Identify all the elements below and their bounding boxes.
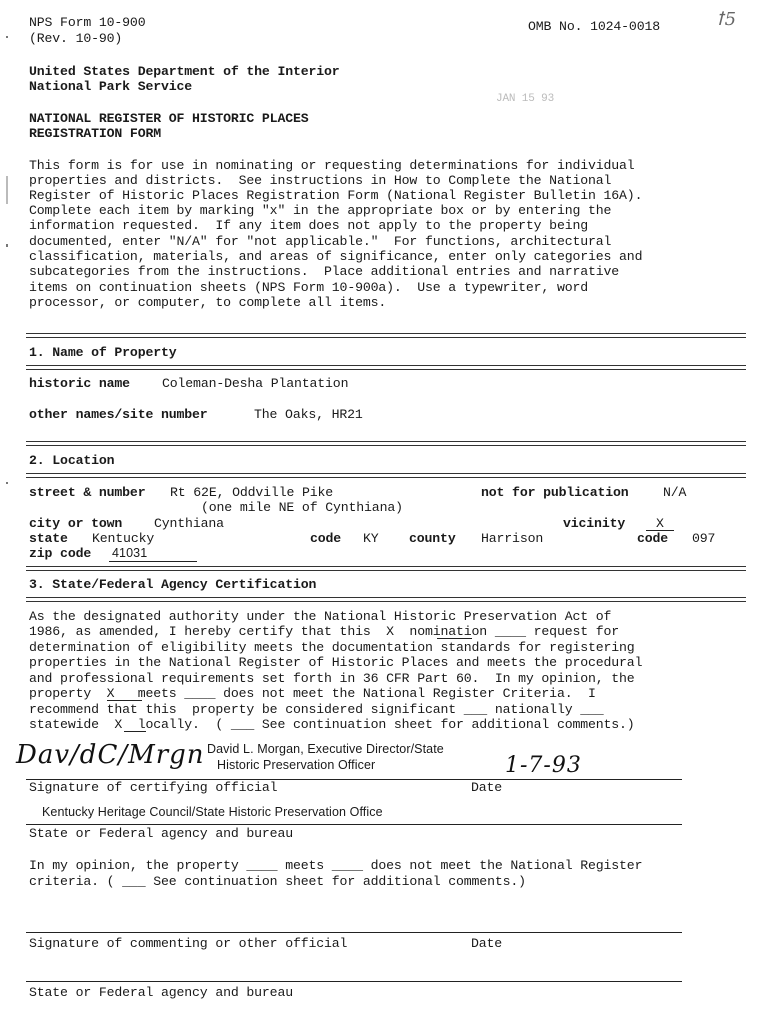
corner-handwritten-mark: ꝉ5 [716, 9, 738, 30]
instruction-line: information requested. If any item does not apply to the property being [29, 218, 588, 233]
street-label: street & number [29, 485, 146, 500]
street-value: Rt 62E, Oddville Pike [170, 485, 334, 500]
margin-mark [6, 176, 8, 204]
instruction-line: Complete each item by marking "x" in the appropriate box or by entering the [29, 203, 612, 218]
opinion-line: In my opinion, the property ____ meets ____ does not meet the National Register [29, 858, 643, 873]
agency-line-2 [26, 981, 682, 982]
certification-line: determination of eligibility meets the documentation standards for registering [29, 640, 635, 655]
instruction-line: items on continuation sheets (NPS Form 10-900a). Use a typewriter, word [29, 280, 588, 295]
section-divider [26, 365, 746, 370]
zip-label: zip code [29, 546, 92, 561]
historic-name-label: historic name [29, 376, 130, 391]
comment-signature-label: Signature of commenting or other official [29, 936, 348, 951]
agency-line [26, 824, 682, 825]
historic-name-value: Coleman-Desha Plantation [162, 376, 349, 391]
handwritten-signature: Dav/dC/Mrgn [16, 740, 205, 770]
city-label: city or town [29, 516, 123, 531]
form-title-line2: REGISTRATION FORM [29, 126, 161, 141]
certification-line: 1986, as amended, I hereby certify that this X nomination ____ request for [29, 624, 620, 639]
margin-mark [6, 482, 8, 484]
service-name: National Park Service [29, 79, 193, 94]
instruction-line: processor, or computer, to complete all items. [29, 295, 387, 310]
county-value: Harrison [481, 531, 544, 546]
agency-label: State or Federal agency and bureau [29, 826, 293, 841]
instruction-line: Register of Historic Places Registration Form (National Register Bulletin 16A). [29, 188, 643, 203]
agency-label-2: State or Federal agency and bureau [29, 985, 293, 1000]
vicinity-label: vicinity [563, 516, 626, 531]
other-names-label: other names/site number [29, 407, 208, 422]
state-code-value: KY [363, 531, 379, 546]
county-code-label: code [637, 531, 669, 546]
margin-mark [6, 36, 8, 38]
section-divider [26, 597, 746, 602]
nomination-underline [437, 638, 472, 639]
instruction-line: documented, enter "N/A" for "not applicable." For functions, architectural [29, 234, 612, 249]
signer-title: Historic Preservation Officer [217, 758, 376, 772]
state-code-label: code [310, 531, 342, 546]
handwritten-date: 1-7-93 [505, 753, 582, 778]
county-label: county [409, 531, 456, 546]
section-divider [26, 473, 746, 478]
meets-underline [107, 700, 142, 701]
margin-mark [6, 244, 8, 247]
opinion-line: criteria. ( ___ See continuation sheet for additional comments.) [29, 874, 526, 889]
form-revision: (Rev. 10-90) [29, 31, 123, 46]
instruction-line: classification, materials, and areas of significance, enter only categories and [29, 249, 643, 264]
state-value: Kentucky [92, 531, 155, 546]
certification-line: As the designated authority under the National Historic Preservation Act of [29, 609, 612, 624]
street-note: (one mile NE of Cynthiana) [201, 500, 403, 515]
city-value: Cynthiana [154, 516, 224, 531]
section-divider [26, 566, 746, 571]
instruction-line: subcategories from the instructions. Place additional entries and narrative [29, 264, 620, 279]
not-for-publication-value: N/A [663, 485, 687, 500]
section-divider [26, 441, 746, 446]
signature-label: Signature of certifying official [29, 780, 278, 795]
section1-heading: 1. Name of Property [29, 345, 177, 360]
zip-value: 41031 [112, 546, 148, 560]
state-label: state [29, 531, 68, 546]
agency-value: Kentucky Heritage Council/State Historic Preservation Office [42, 805, 383, 819]
section-divider [26, 333, 746, 338]
signer-name: David L. Morgan, Executive Director/State [207, 742, 444, 756]
comment-signature-line [26, 932, 682, 933]
department-name: United States Department of the Interior [29, 64, 340, 79]
other-names-value: The Oaks, HR21 [254, 407, 363, 422]
form-number: NPS Form 10-900 [29, 15, 146, 30]
certification-line: property X meets ____ does not meet the National Register Criteria. I [29, 686, 596, 701]
certification-line: and professional requirements set forth in 36 CFR Part 60. In my opinion, the [29, 671, 635, 686]
instruction-line: properties and districts. See instructions in How to Complete the National [29, 173, 612, 188]
section2-heading: 2. Location [29, 453, 115, 468]
statewide-underline [124, 731, 146, 732]
not-for-publication-label: not for publication [481, 485, 629, 500]
vicinity-value: X [656, 516, 664, 531]
received-stamp: JAN 15 93 [496, 93, 555, 105]
certification-line: properties in the National Register of Historic Places and meets the procedural [29, 655, 643, 670]
form-title-line1: NATIONAL REGISTER OF HISTORIC PLACES [29, 111, 309, 126]
certification-line: statewide X locally. ( ___ See continuation sheet for additional comments.) [29, 717, 635, 732]
comment-date-label: Date [471, 936, 503, 951]
date-label: Date [471, 780, 503, 795]
certification-line: recommend that this property be considered significant ___ nationally ___ [29, 702, 604, 717]
instruction-line: This form is for use in nominating or requesting determinations for individual [29, 158, 635, 173]
omb-number: OMB No. 1024-0018 [528, 19, 660, 34]
county-code-value: 097 [692, 531, 716, 546]
zip-underline [109, 561, 197, 562]
section3-heading: 3. State/Federal Agency Certification [29, 577, 317, 592]
